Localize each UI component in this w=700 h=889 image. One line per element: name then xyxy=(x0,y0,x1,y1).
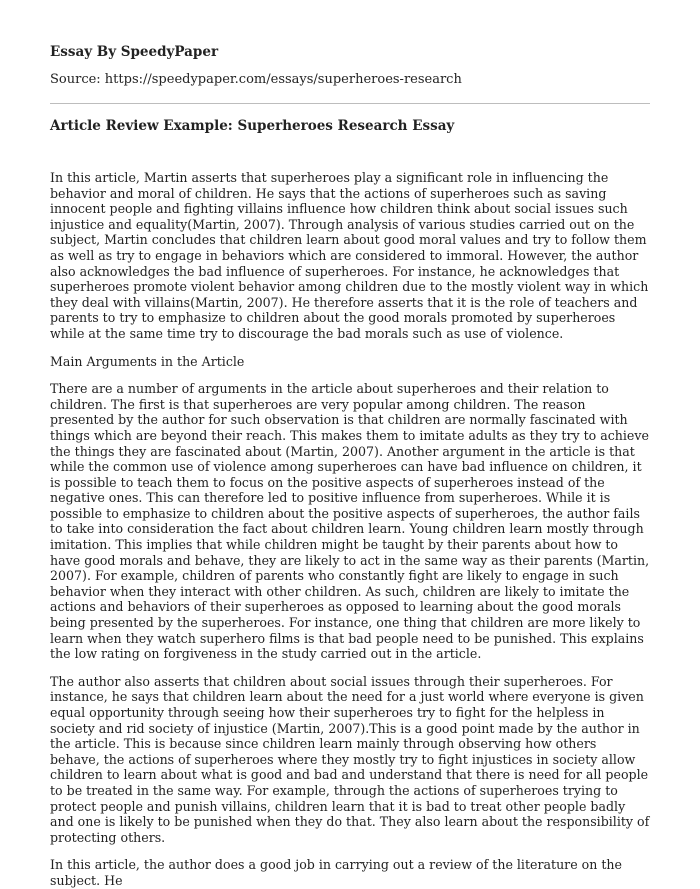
paragraph: There are a number of arguments in the article about superheroes and their relation to children. The first is that superheroes are very popular among children. The reason presented by the author for such observation is that children are normally fascinated with things which are beyond their reach. This makes them to imitate adults as they try to achieve the things they are fascinated about (Martin, 2007). Another argument in the article is that while the common use of violence among superheroes can have bad influence on children, it is possible to teach them to focus on the positive aspects of superheroes instead of the negative ones. This can therefore led to positive influence from superheroes. While it is possible to emphasize to children about the positive aspects of superheroes, the author fails to take into consideration the fact about children learn. Young children learn mostly through imitation. This implies that while children might be taught by their parents about how to have good morals and behave, they are likely to act in the same way as their parents (Martin, 2007). For example, children of parents who constantly fight are likely to engage in such behavior when they interact with other children. As such, children are likely to imitate the actions and behaviors of their superheroes as opposed to learning about the good morals being presented by the superheroes. For instance, one thing that children are more likely to learn when they watch superhero films is that bad people need to be punished. This explains the low rating on forgiveness in the study carried out in the article. xyxy=(50,381,650,662)
source-line: Source: https://speedypaper.com/essays/superheroes-research xyxy=(50,72,462,87)
article-title: Article Review Example: Superheroes Research Essay xyxy=(50,118,455,134)
section-heading: Main Arguments in the Article xyxy=(50,353,245,369)
brand-title: Essay By SpeedyPaper xyxy=(50,44,219,60)
paragraph: In this article, Martin asserts that superheroes play a significant role in influencing the behavior and moral of children. He says that the actions of superheroes such as saving innocent people and fighting villains influence how children think about social issues such injustice and equality(Martin, 2007). Through analysis of various studies carried out on the subject, Martin concludes that children learn about good moral values and try to follow them as well as try to engage in behaviors which are considered to immoral. However, the author also acknowledges the bad influence of superheroes. For instance, he acknowledges that superheroes promote violent behavior among children due to the mostly violent way in which they deal with villains(Martin, 2007). He therefore asserts that it is the role of teachers and parents to try to emphasize to children about the good morals promoted by superheroes while at the same time try to discourage the bad morals such as use of violence. xyxy=(50,170,649,341)
paragraph: The author also asserts that children about social issues through their superheroes. For instance, he says that children learn about the need for a just world where everyone is given equal opportunity through seeing how their superheroes try to fight for the helpless in society and rid society of injustice (Martin, 2007).This is a good point made by the author in the article. This is because since children learn mainly through observing how others behave, the actions of superheroes where they mostly try to fight injustices in society allow children to learn about what is good and bad and understand that there is need for all people to be treated in the same way. For example, through the actions of superheroes trying to protect people and punish villains, children learn that it is bad to treat other people badly and one is likely to be punished when they do that. They also learn about the responsibility of protecting others. xyxy=(50,673,650,845)
divider xyxy=(50,103,650,104)
paragraph: In this article, the author does a good job in carrying out a review of the literature on the subject. He xyxy=(50,857,622,888)
